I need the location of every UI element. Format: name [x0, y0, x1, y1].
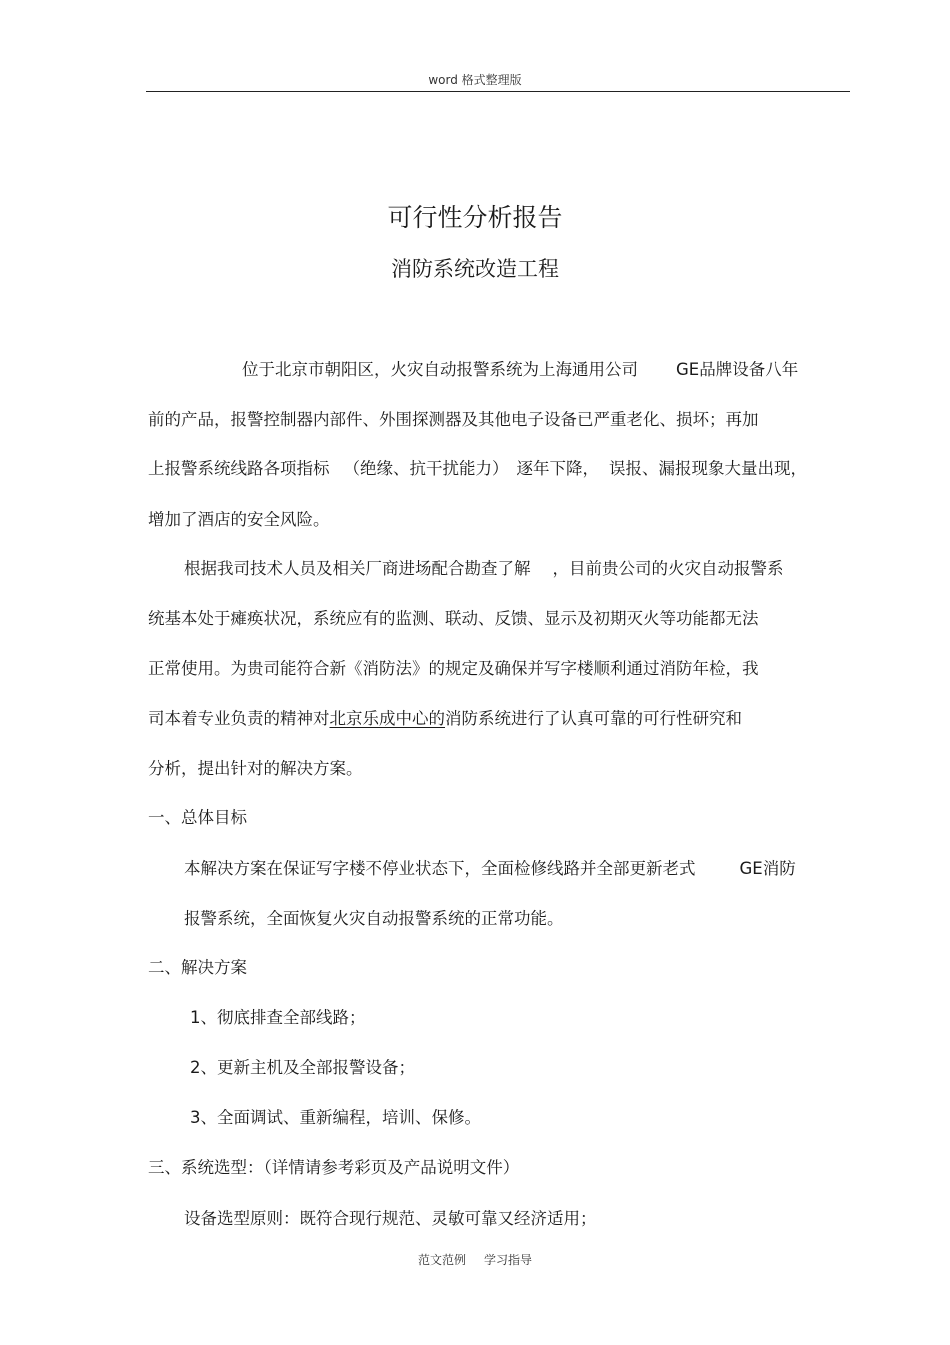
footer-left: 范文范例 — [417, 1253, 466, 1267]
para2-line-3: 正常使用。为贵司能符合新《消防法》的规定及确保并写字楼顺利通过消防年检，我 — [148, 659, 759, 678]
para2-line-4-part-b: 消防系统进行了认真可靠的可行性研究和 — [445, 709, 742, 728]
header-divider — [146, 91, 850, 92]
section2-heading: 二、解决方案 — [148, 958, 247, 977]
document-subtitle: 消防系统改造工程 — [391, 257, 559, 281]
para2-line-1 — [184, 555, 784, 579]
section3-line-1: 设备选型原则：既符合现行规范、灵敏可靠又经济适用； — [184, 1209, 597, 1228]
footer-right: 学习指导 — [484, 1253, 533, 1267]
intro-line-3-part-c: 逐年下降， — [516, 459, 599, 478]
page-header: word 格式整理版 — [428, 73, 522, 87]
para2-line-1-part-a: 根据我司技术人员及相关厂商进场配合勘查了解 — [184, 559, 531, 578]
section1-line-2: 报警系统，全面恢复火灾自动报警系统的正常功能。 — [184, 909, 564, 928]
document-title: 可行性分析报告 — [387, 203, 563, 232]
intro-line-3-part-d: 误报、漏报现象大量出现， — [609, 459, 807, 478]
intro-line-1-brand: GE品牌设备八年 — [676, 360, 799, 379]
section1-line-1 — [184, 855, 796, 879]
para2-line-4-part-a: 司本着专业负责的精神对 — [148, 709, 330, 728]
section3-heading: 三、系统选型：（详情请参考彩页及产品说明文件） — [148, 1158, 520, 1177]
para2-line-1-part-b: ，目前贵公司的火灾自动报警系 — [552, 559, 784, 578]
intro-line-4: 增加了酒店的安全风险。 — [148, 510, 330, 529]
intro-line-3-part-a: 上报警系统线路各项指标 — [148, 459, 330, 478]
para2-line-4-underlined: 北京乐成中心的 — [329, 709, 445, 728]
intro-line-3 — [148, 455, 807, 479]
section2-item-3: 3、全面调试、重新编程，培训、保修。 — [190, 1108, 481, 1127]
section1-heading: 一、总体目标 — [148, 808, 247, 827]
para2-line-2: 统基本处于瘫痪状况，系统应有的监测、联动、反馈、显示及初期灭火等功能都无法 — [148, 609, 759, 628]
intro-line-3-part-b: （绝缘、抗干扰能力） — [343, 459, 509, 478]
section2-item-2: 2、更新主机及全部报警设备； — [190, 1058, 415, 1077]
intro-line-1 — [242, 356, 798, 380]
page-footer — [0, 1251, 950, 1268]
section1-line-1-brand: GE消防 — [739, 859, 796, 878]
para2-line-4 — [148, 705, 742, 729]
intro-line-1-text: 位于北京市朝阳区，火灾自动报警系统为上海通用公司 — [242, 360, 638, 379]
intro-line-2: 前的产品，报警控制器内部件、外围探测器及其他电子设备已严重老化、损坏；再加 — [148, 410, 759, 429]
section1-line-1-text: 本解决方案在保证写字楼不停业状态下，全面检修线路并全部更新老式 — [184, 859, 696, 878]
section2-item-1: 1、彻底排查全部线路； — [190, 1008, 366, 1027]
para2-line-5: 分析，提出针对的解决方案。 — [148, 759, 363, 778]
